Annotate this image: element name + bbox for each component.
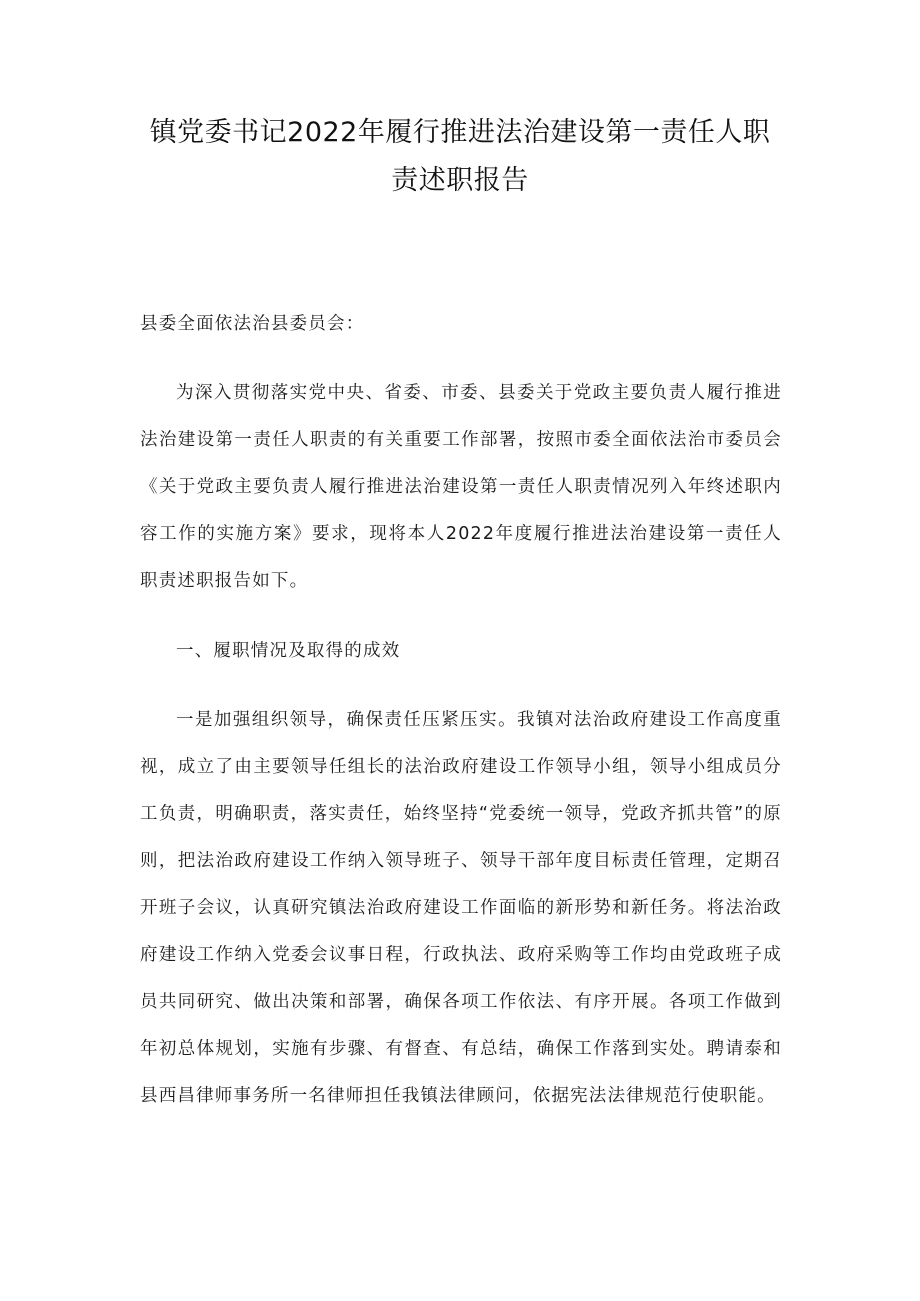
paragraph-organization-leadership: 一是加强组织领导，确保责任压紧压实。我镇对法治政府建设工作高度重视，成立了由主要领导任组长的法治政府建设工作领导小组，领导小组成员分工负责，明确职责，落实责任，始终坚持“党委统一领导，党政齐抓共管”的原则，把法治政府建设工作纳入领导班子、领导干部年度目标责任管理，定期召开班子会议，认真研究镇法治政府建设工作面临的新形势和新任务。将法治政府建设工作纳入党委会议事日程，行政执法、政府采购等工作均由党政班子成员共同研究、做出决策和部署，确保各项工作依法、有序开展。各项工作做到年初总体规划，实施有步骤、有督查、有总结，确保工作落到实处。聘请泰和县西昌律师事务所一名律师担任我镇法律顾问，依据宪法法律规范行使职能。 <box>140 710 782 1106</box>
document-title-line-1: 镇党委书记2022年履行推进法治建设第一责任人职 <box>149 117 771 148</box>
salutation: 县委全面依法治县委员会： <box>140 314 365 334</box>
paragraph-introduction: 为深入贯彻落实党中央、省委、市委、县委关于党政主要负责人履行推进法治建设第一责任人职责的有关重要工作部署，按照市委全面依法治市委员会《关于党政主要负责人履行推进法治建设第一责任人职责情况列入年终述职内容工作的实施方案》要求，现将本人2022年度履行推进法治建设第一责任人职责述职报告如下。 <box>140 383 782 591</box>
document-title-line-2: 责述职报告 <box>391 165 529 196</box>
section-heading: 一、履职情况及取得的成效 <box>176 641 401 661</box>
